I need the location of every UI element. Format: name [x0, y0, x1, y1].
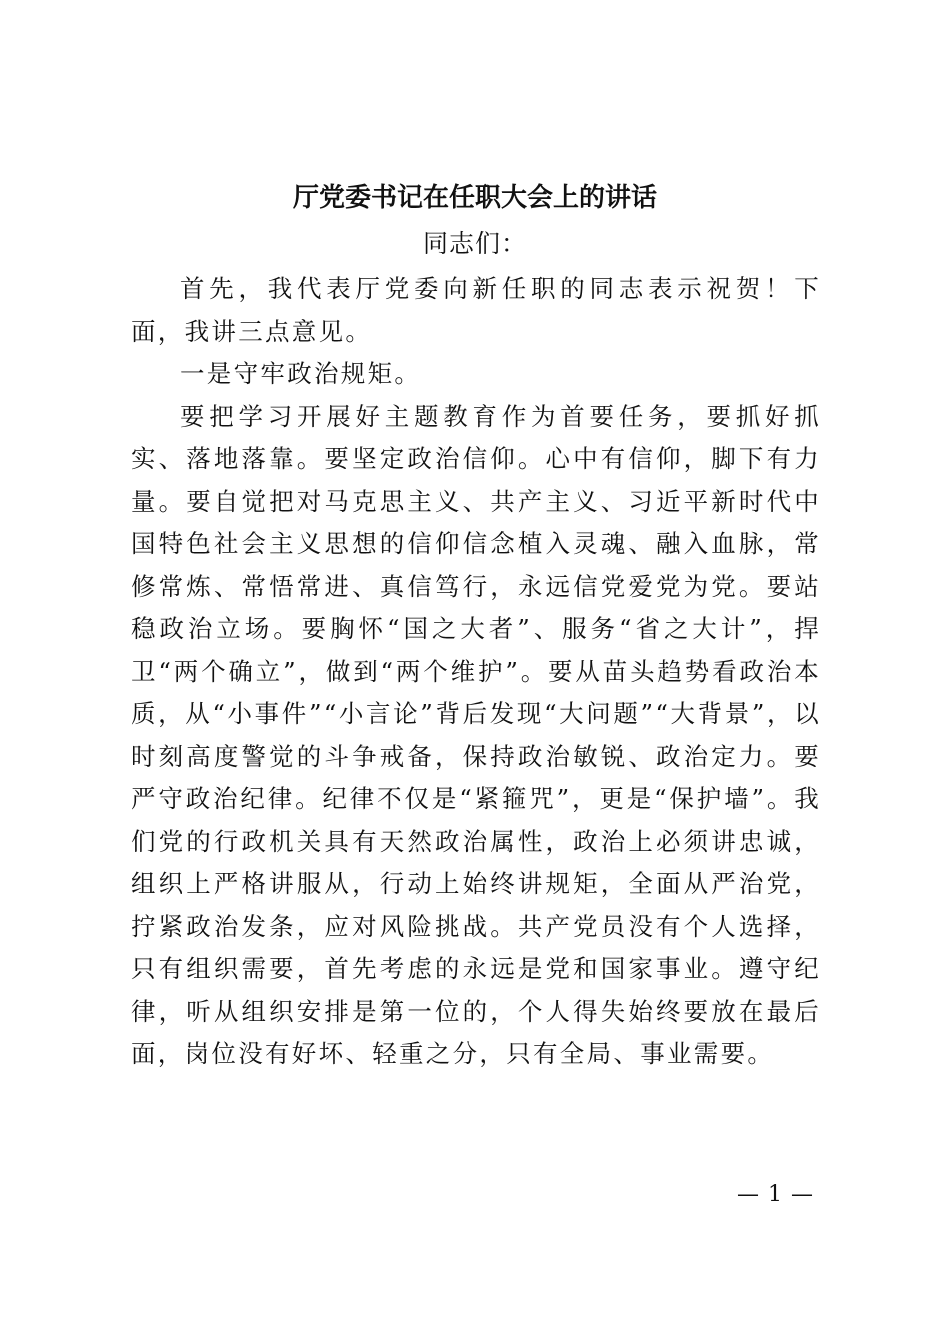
page-number: — 1 — [737, 1182, 814, 1207]
document-body [131, 268, 821, 1076]
document-title: 厅党委书记在任职大会上的讲话 [292, 183, 657, 213]
paragraph-political-rules: 要把学习开展好主题教育作为首要任务，要抓好抓实、落地落靠。要坚定政治信仰。心中有信仰，脚下有力量。要自觉把对马克思主义、共产主义、习近平新时代中国特色社会主义思想的信仰信念植入灵魂、融入血脉，常修常炼、常悟常进、真信笃行，永远信党爱党为党。要站稳政治立场。要胸怀“国之大者”、服务“省之大计”，捍卫“两个确立”，做到“两个维护”。要从苗头趋势看政治本质，从“小事件”“小言论”背后发现“大问题”“大背景”，以时刻高度警觉的斗争戒备，保持政治敏锐、政治定力。要严守政治纪律。纪律不仅是“紧箍咒”，更是“保护墙”。我们党的行政机关具有天然政治属性，政治上必须讲忠诚，组织上严格讲服从，行动上始终讲规矩，全面从严治党，拧紧政治发条，应对风险挑战。共产党员没有个人选择，只有组织需要，首先考虑的永远是党和国家事业。遵守纪律，听从组织安排是第一位的，个人得失始终要放在最后面，岗位没有好坏、轻重之分，只有全局、事业需要。 [131, 401, 821, 1068]
salutation: 同志们： [422, 229, 527, 258]
paragraph-heading-first-point: 一是守牢政治规矩。 [180, 359, 422, 388]
paragraph-intro: 首先，我代表厅党委向新任职的同志表示祝贺！下面，我讲三点意见。 [131, 274, 821, 346]
